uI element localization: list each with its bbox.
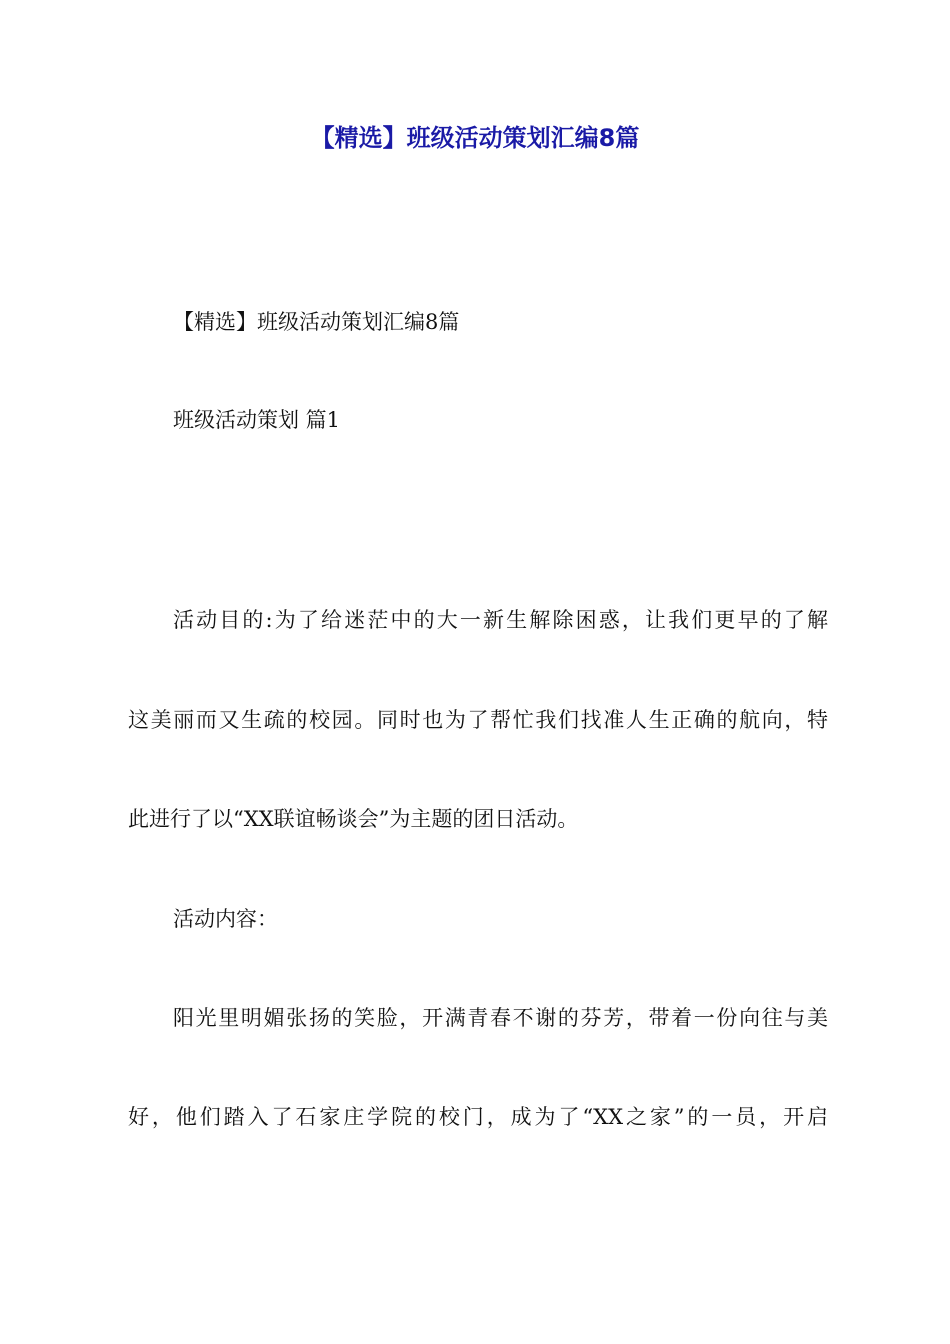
paragraph-line: 此进行了以“XX联谊畅谈会”为主题的团日活动。 [128, 807, 579, 831]
paragraph-line: 这美丽而又生疏的校园。同时也为了帮忙我们找准人生正确的航向，特 [128, 708, 828, 732]
subheading-line: 活动内容： [173, 907, 278, 931]
section-heading: 班级活动策划 篇1 [173, 408, 341, 432]
document-title: 【精选】班级活动策划汇编8篇 [310, 124, 640, 152]
paragraph-line: 阳光里明媚张扬的笑脸，开满青春不谢的芬芳，带着一份向往与美 [173, 1006, 828, 1030]
paragraph-line: 好，他们踏入了石家庄学院的校门，成为了“XX之家”的一员，开启 [128, 1105, 828, 1129]
paragraph-line: 活动目的:为了给迷茫中的大一新生解除困惑，让我们更早的了解 [173, 608, 828, 632]
text-line-heading: 【精选】班级活动策划汇编8篇 [173, 310, 460, 334]
